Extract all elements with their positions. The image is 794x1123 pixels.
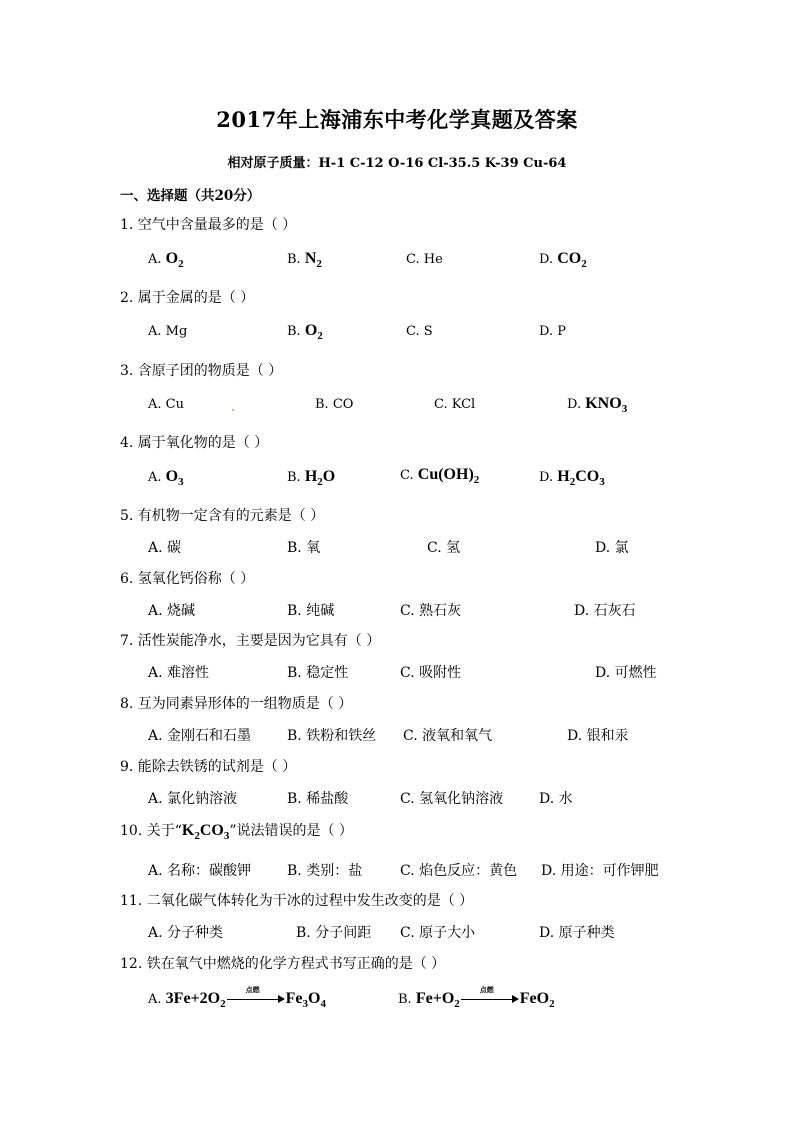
reaction-arrow: 点燃: [227, 994, 285, 1004]
q4-option-b[interactable]: B. $H_2O$: [287, 468, 336, 488]
question-1: 1. 空气中含量最多的是（ ）: [120, 217, 297, 233]
question-7: 7. 活性炭能净水，主要是因为它具有（ ）: [120, 633, 381, 649]
q9-option-a[interactable]: A. 氯化钠溶液: [148, 791, 238, 807]
formula-n2: $N_2$: [304, 250, 322, 270]
formula-cuoh2: $Cu(OH)_2$: [417, 466, 480, 486]
q9-option-d[interactable]: D. 水: [539, 791, 573, 807]
question-4: 4. 属于氧化物的是（ ）: [120, 435, 269, 451]
q6-option-d[interactable]: D. 石灰石: [574, 603, 636, 619]
q8-option-a[interactable]: A. 金刚石和石墨: [148, 728, 252, 744]
q5-option-c[interactable]: C. 氢: [427, 540, 461, 556]
q10-option-c[interactable]: C. 焰色反应：黄色: [400, 863, 518, 879]
q12-option-b[interactable]: B. $Fe+O_2$ 点燃 FeO$_2$: [398, 986, 555, 1010]
question-2: 2. 属于金属的是（ ）: [120, 290, 255, 306]
q5-option-a[interactable]: A. 碳: [148, 540, 182, 556]
question-8: 8. 互为同素异形体的一组物质是（ ）: [120, 696, 353, 712]
page-title: 2017年上海浦东中考化学真题及答案: [216, 107, 578, 132]
q1-option-d[interactable]: D. $CO_2$: [539, 250, 587, 270]
formula-k2co3: $K_2CO_3$: [181, 822, 230, 842]
q10-option-a[interactable]: A. 名称：碳酸钾: [148, 863, 252, 879]
q8-option-b[interactable]: B. 铁粉和铁丝: [287, 728, 377, 744]
atomic-mass-line: 相对原子质量：H-1 C-12 O-16 Cl-35.5 K-39 Cu-64: [227, 156, 567, 171]
q4-option-a[interactable]: A. $O_3$: [148, 468, 184, 488]
q6-option-a[interactable]: A. 烧碱: [148, 603, 196, 619]
q11-option-d[interactable]: D. 原子种类: [539, 925, 615, 941]
q9-option-c[interactable]: C. 氢氧化钠溶液: [400, 791, 504, 807]
reaction-arrow: 点燃: [461, 994, 519, 1004]
q11-option-a[interactable]: A. 分子种类: [148, 925, 224, 941]
formula-o3: $O_3$: [165, 468, 184, 488]
q3-option-a[interactable]: A. Cu: [148, 397, 184, 412]
equation-b: $Fe+O_2$ 点燃 FeO$_2$: [415, 986, 555, 1010]
q3-option-b[interactable]: B. CO: [315, 397, 354, 412]
question-6: 6. 氢氧化钙俗称（ ）: [120, 571, 255, 587]
equation-a: $3Fe+2O_2$ 点燃 $Fe_3O_4$: [165, 986, 326, 1010]
question-5: 5. 有机物一定含有的元素是（ ）: [120, 508, 325, 524]
formula-h2co3: $H_2CO_3$: [557, 468, 605, 488]
q6-option-b[interactable]: B. 纯碱: [287, 603, 335, 619]
q2-option-b[interactable]: B. $O_2$: [287, 322, 323, 342]
q3-option-c[interactable]: C. KCl: [434, 397, 476, 412]
q1-option-b[interactable]: B. $N_2$: [287, 250, 322, 270]
q6-option-c[interactable]: C. 熟石灰: [400, 603, 462, 619]
formula-o2: $O_2$: [165, 250, 184, 270]
q7-option-c[interactable]: C. 吸附性: [400, 665, 462, 681]
q9-option-b[interactable]: B. 稀盐酸: [287, 791, 349, 807]
q11-option-c[interactable]: C. 原子大小: [400, 925, 476, 941]
q1-option-c[interactable]: C. He: [406, 252, 443, 267]
q2-option-c[interactable]: C. S: [406, 324, 433, 339]
question-10: 10. 关于“$K_2CO_3$”说法错误的是（ ）: [120, 822, 353, 842]
question-9: 9. 能除去铁锈的试剂是（ ）: [120, 759, 297, 775]
q7-option-a[interactable]: A. 难溶性: [148, 665, 210, 681]
formula-o2: $O_2$: [304, 322, 323, 342]
formula-co2: $CO_2$: [557, 250, 587, 270]
q7-option-b[interactable]: B. 稳定性: [287, 665, 349, 681]
q8-option-d[interactable]: D. 银和汞: [567, 728, 629, 744]
section-heading: 一、选择题（共20分）: [120, 188, 261, 204]
q10-option-b[interactable]: B. 类别：盐: [287, 863, 363, 879]
q3-option-d[interactable]: D. $KNO_3$: [567, 395, 628, 415]
q12-option-a[interactable]: A. $3Fe+2O_2$ 点燃 $Fe_3O_4$: [148, 986, 326, 1010]
q11-option-b[interactable]: B. 分子间距: [296, 925, 372, 941]
q2-option-a[interactable]: A. Mg: [148, 324, 188, 339]
q8-option-c[interactable]: C. 液氧和氧气: [403, 728, 493, 744]
q7-option-d[interactable]: D. 可燃性: [595, 665, 657, 681]
q4-option-c[interactable]: C. $Cu(OH)_2$: [400, 466, 480, 486]
question-11: 11. 二氧化碳气体转化为干冰的过程中发生改变的是（ ）: [120, 893, 474, 909]
question-3: 3. 含原子团的物质是（ ）: [120, 363, 283, 379]
q1-option-a[interactable]: A. $O_2$: [148, 250, 184, 270]
q2-option-d[interactable]: D. P: [539, 324, 566, 339]
q10-option-d[interactable]: D. 用途：可作钾肥: [541, 863, 659, 879]
stray-mark: [232, 409, 234, 411]
question-12: 12. 铁在氧气中燃烧的化学方程式书写正确的是（ ）: [120, 956, 446, 972]
q5-option-d[interactable]: D. 氯: [595, 540, 629, 556]
q5-option-b[interactable]: B. 氧: [287, 540, 321, 556]
formula-kno3: $KNO_3$: [585, 395, 628, 415]
q4-option-d[interactable]: D. $H_2CO_3$: [539, 468, 605, 488]
formula-h2o: $H_2O$: [304, 468, 336, 488]
